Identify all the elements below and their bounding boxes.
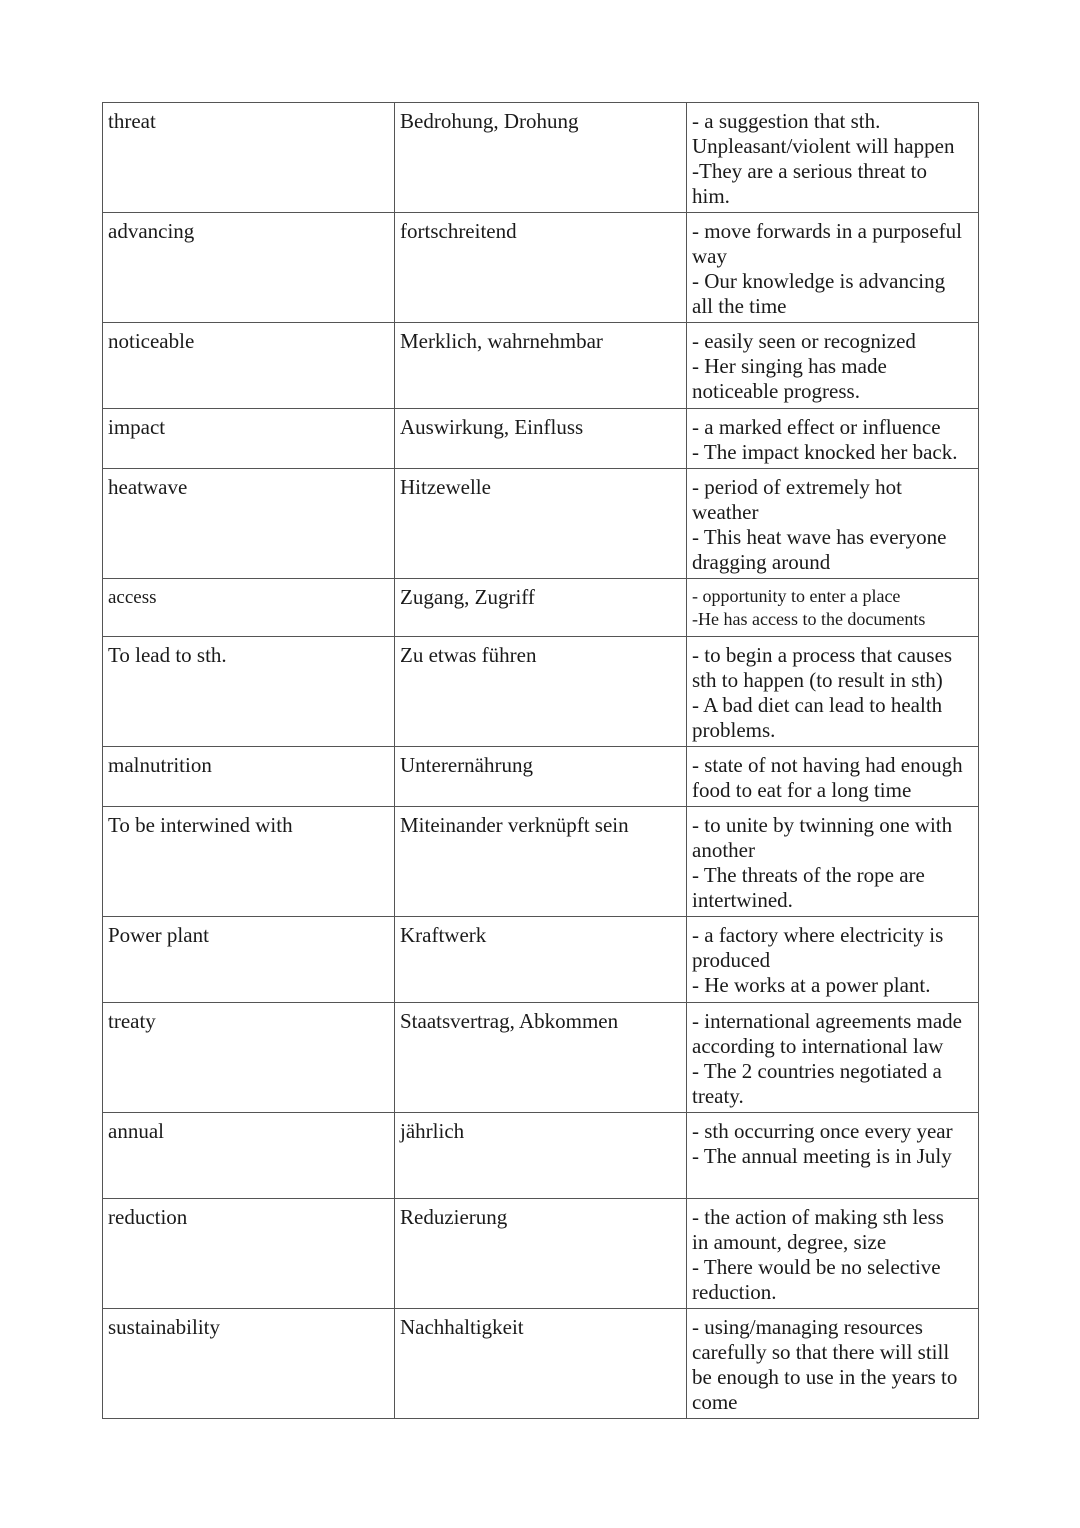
vocab-translation: Zu etwas führen <box>395 637 687 747</box>
vocab-word: sustainability <box>103 1309 395 1419</box>
definition-line: - Our knowledge is advancing <box>692 269 946 293</box>
definition-line: - a marked effect or influence <box>692 415 941 439</box>
vocab-row <box>103 747 979 807</box>
definition-line: all the time <box>692 294 787 318</box>
vocab-translation: Miteinander verknüpft sein <box>395 807 687 917</box>
vocabulary-table-body <box>103 103 979 1419</box>
vocab-translation: Bedrohung, Drohung <box>395 103 687 213</box>
vocab-translation: Kraftwerk <box>395 917 687 1003</box>
definition-line: - A bad diet can lead to health <box>692 693 943 717</box>
vocab-row <box>103 1309 979 1419</box>
vocab-word: access <box>103 579 395 637</box>
definition-line: - There would be no selective <box>692 1255 941 1279</box>
definition-line: come <box>692 1390 738 1414</box>
vocab-word: To be interwined with <box>103 807 395 917</box>
vocab-row <box>103 1199 979 1309</box>
vocab-definition <box>687 1003 979 1113</box>
definition-line: - a suggestion that sth. <box>692 109 881 133</box>
definition-line: - state of not having had enough <box>692 753 963 777</box>
definition-line: - The impact knocked her back. <box>692 440 958 464</box>
definition-line: noticeable progress. <box>692 379 860 403</box>
definition-line: weather <box>692 500 759 524</box>
vocab-word: malnutrition <box>103 747 395 807</box>
definition-line: sth to happen (to result in sth) <box>692 668 943 692</box>
definition-line: treaty. <box>692 1084 744 1108</box>
vocab-row <box>103 579 979 637</box>
vocab-definition <box>687 1113 979 1199</box>
vocab-translation: Unterernährung <box>395 747 687 807</box>
vocab-word: reduction <box>103 1199 395 1309</box>
vocab-word: impact <box>103 409 395 469</box>
vocab-word: advancing <box>103 213 395 323</box>
vocab-definition <box>687 409 979 469</box>
vocab-definition <box>687 807 979 917</box>
definition-line: -They are a serious threat to <box>692 159 927 183</box>
definition-line: - The threats of the rope are <box>692 863 925 887</box>
definition-line: reduction. <box>692 1280 777 1304</box>
definition-line: - period of extremely hot <box>692 475 902 499</box>
definition-line: - to unite by twinning one with <box>692 813 953 837</box>
definition-line: - move forwards in a purposeful <box>692 219 963 243</box>
vocab-translation: Nachhaltigkeit <box>395 1309 687 1419</box>
vocab-row <box>103 1113 979 1199</box>
definition-line: - He works at a power plant. <box>692 973 931 997</box>
vocab-row <box>103 323 979 409</box>
vocab-word: heatwave <box>103 469 395 579</box>
definition-line: be enough to use in the years to <box>692 1365 958 1389</box>
definition-line: - opportunity to enter a place <box>692 586 901 606</box>
definition-line: intertwined. <box>692 888 793 912</box>
vocab-row <box>103 469 979 579</box>
definition-line: - The annual meeting is in July <box>692 1144 952 1168</box>
vocab-definition <box>687 323 979 409</box>
vocab-row <box>103 807 979 917</box>
definition-line: Unpleasant/violent will happen <box>692 134 955 158</box>
definition-line: in amount, degree, size <box>692 1230 887 1254</box>
vocab-row <box>103 103 979 213</box>
vocab-row <box>103 1003 979 1113</box>
vocab-definition <box>687 747 979 807</box>
vocab-word: treaty <box>103 1003 395 1113</box>
definition-line: way <box>692 244 727 268</box>
definition-line: another <box>692 838 755 862</box>
vocab-definition <box>687 1199 979 1309</box>
definition-line: - The 2 countries negotiated a <box>692 1059 942 1083</box>
definition-line: - sth occurring once every year <box>692 1119 953 1143</box>
definition-line: - Her singing has made <box>692 354 887 378</box>
vocab-definition <box>687 103 979 213</box>
vocab-translation: fortschreitend <box>395 213 687 323</box>
definition-line: - international agreements made <box>692 1009 962 1033</box>
vocab-translation: Zugang, Zugriff <box>395 579 687 637</box>
vocab-word: threat <box>103 103 395 213</box>
definition-line: food to eat for a long time <box>692 778 912 802</box>
vocab-definition <box>687 469 979 579</box>
vocabulary-table <box>102 102 979 1419</box>
vocab-translation: Hitzewelle <box>395 469 687 579</box>
definition-line: dragging around <box>692 550 831 574</box>
definition-line: him. <box>692 184 730 208</box>
vocab-row <box>103 213 979 323</box>
vocab-word: noticeable <box>103 323 395 409</box>
vocab-translation: Auswirkung, Einfluss <box>395 409 687 469</box>
vocab-definition <box>687 579 979 637</box>
vocab-translation: jährlich <box>395 1113 687 1199</box>
definition-line: carefully so that there will still <box>692 1340 950 1364</box>
vocab-translation: Reduzierung <box>395 1199 687 1309</box>
vocab-definition <box>687 637 979 747</box>
vocab-row <box>103 637 979 747</box>
definition-line: - a factory where electricity is <box>692 923 944 947</box>
definition-line: -He has access to the documents <box>692 609 926 629</box>
vocab-word: annual <box>103 1113 395 1199</box>
vocab-row <box>103 409 979 469</box>
vocab-definition <box>687 1309 979 1419</box>
definition-line: - This heat wave has everyone <box>692 525 947 549</box>
vocab-word: To lead to sth. <box>103 637 395 747</box>
vocab-translation: Merklich, wahrnehmbar <box>395 323 687 409</box>
definition-line: produced <box>692 948 771 972</box>
definition-line: - the action of making sth less <box>692 1205 944 1229</box>
definition-line: - easily seen or recognized <box>692 329 916 353</box>
vocab-definition <box>687 917 979 1003</box>
definition-line: - using/managing resources <box>692 1315 923 1339</box>
vocab-translation: Staatsvertrag, Abkommen <box>395 1003 687 1113</box>
vocab-row <box>103 917 979 1003</box>
vocab-definition <box>687 213 979 323</box>
vocab-word: Power plant <box>103 917 395 1003</box>
definition-line: according to international law <box>692 1034 944 1058</box>
definition-line: problems. <box>692 718 776 742</box>
definition-line: - to begin a process that causes <box>692 643 953 667</box>
